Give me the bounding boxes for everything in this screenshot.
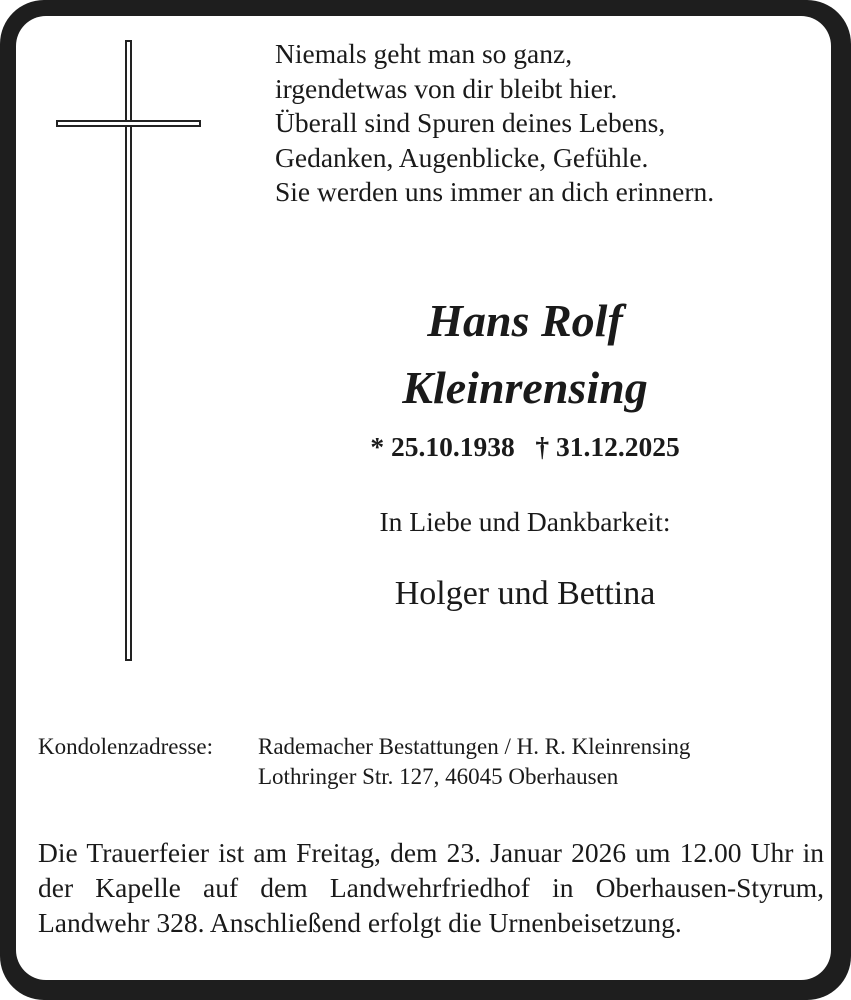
- life-dates: * 25.10.1938 † 31.12.2025: [370, 431, 680, 462]
- condolence-label: Kondolenzadresse:: [38, 734, 213, 759]
- memorial-poem: [275, 37, 714, 210]
- funeral-ceremony-notice: Die Trauerfeier ist am Freitag, dem 23. Januar 2026 um 12.00 Uhr in der Kapelle auf dem Landwehrfriedhof in Oberhausen-Styrum, Landwehr 328. Anschließend erfolgt die Urnenbeisetzung.: [38, 837, 824, 938]
- cross-vertical-beam: [125, 40, 132, 661]
- poem-line: irgendetwas von dir bleibt hier.: [275, 72, 618, 104]
- condolence-address-line-1: Rademacher Bestattungen / H. R. Kleinrensing: [258, 734, 691, 759]
- poem-line: Überall sind Spuren deines Lebens,: [275, 107, 666, 138]
- poem-line: Gedanken, Augenblicke, Gefühle.: [275, 141, 649, 173]
- poem-line: Niemals geht man so ganz,: [275, 38, 573, 69]
- poem-line: Sie werden uns immer an dich erinnern.: [275, 176, 715, 207]
- deceased-first-names: Hans Rolf: [427, 295, 623, 346]
- condolence-address-line-2: Lothringer Str. 127, 46045 Oberhausen: [258, 764, 619, 789]
- cross-intersection: [127, 122, 130, 125]
- deceased-surname: Kleinrensing: [402, 362, 648, 413]
- mourners-intro: In Liebe und Dankbarkeit:: [379, 506, 671, 537]
- mourners-names: Holger und Bettina: [394, 575, 656, 612]
